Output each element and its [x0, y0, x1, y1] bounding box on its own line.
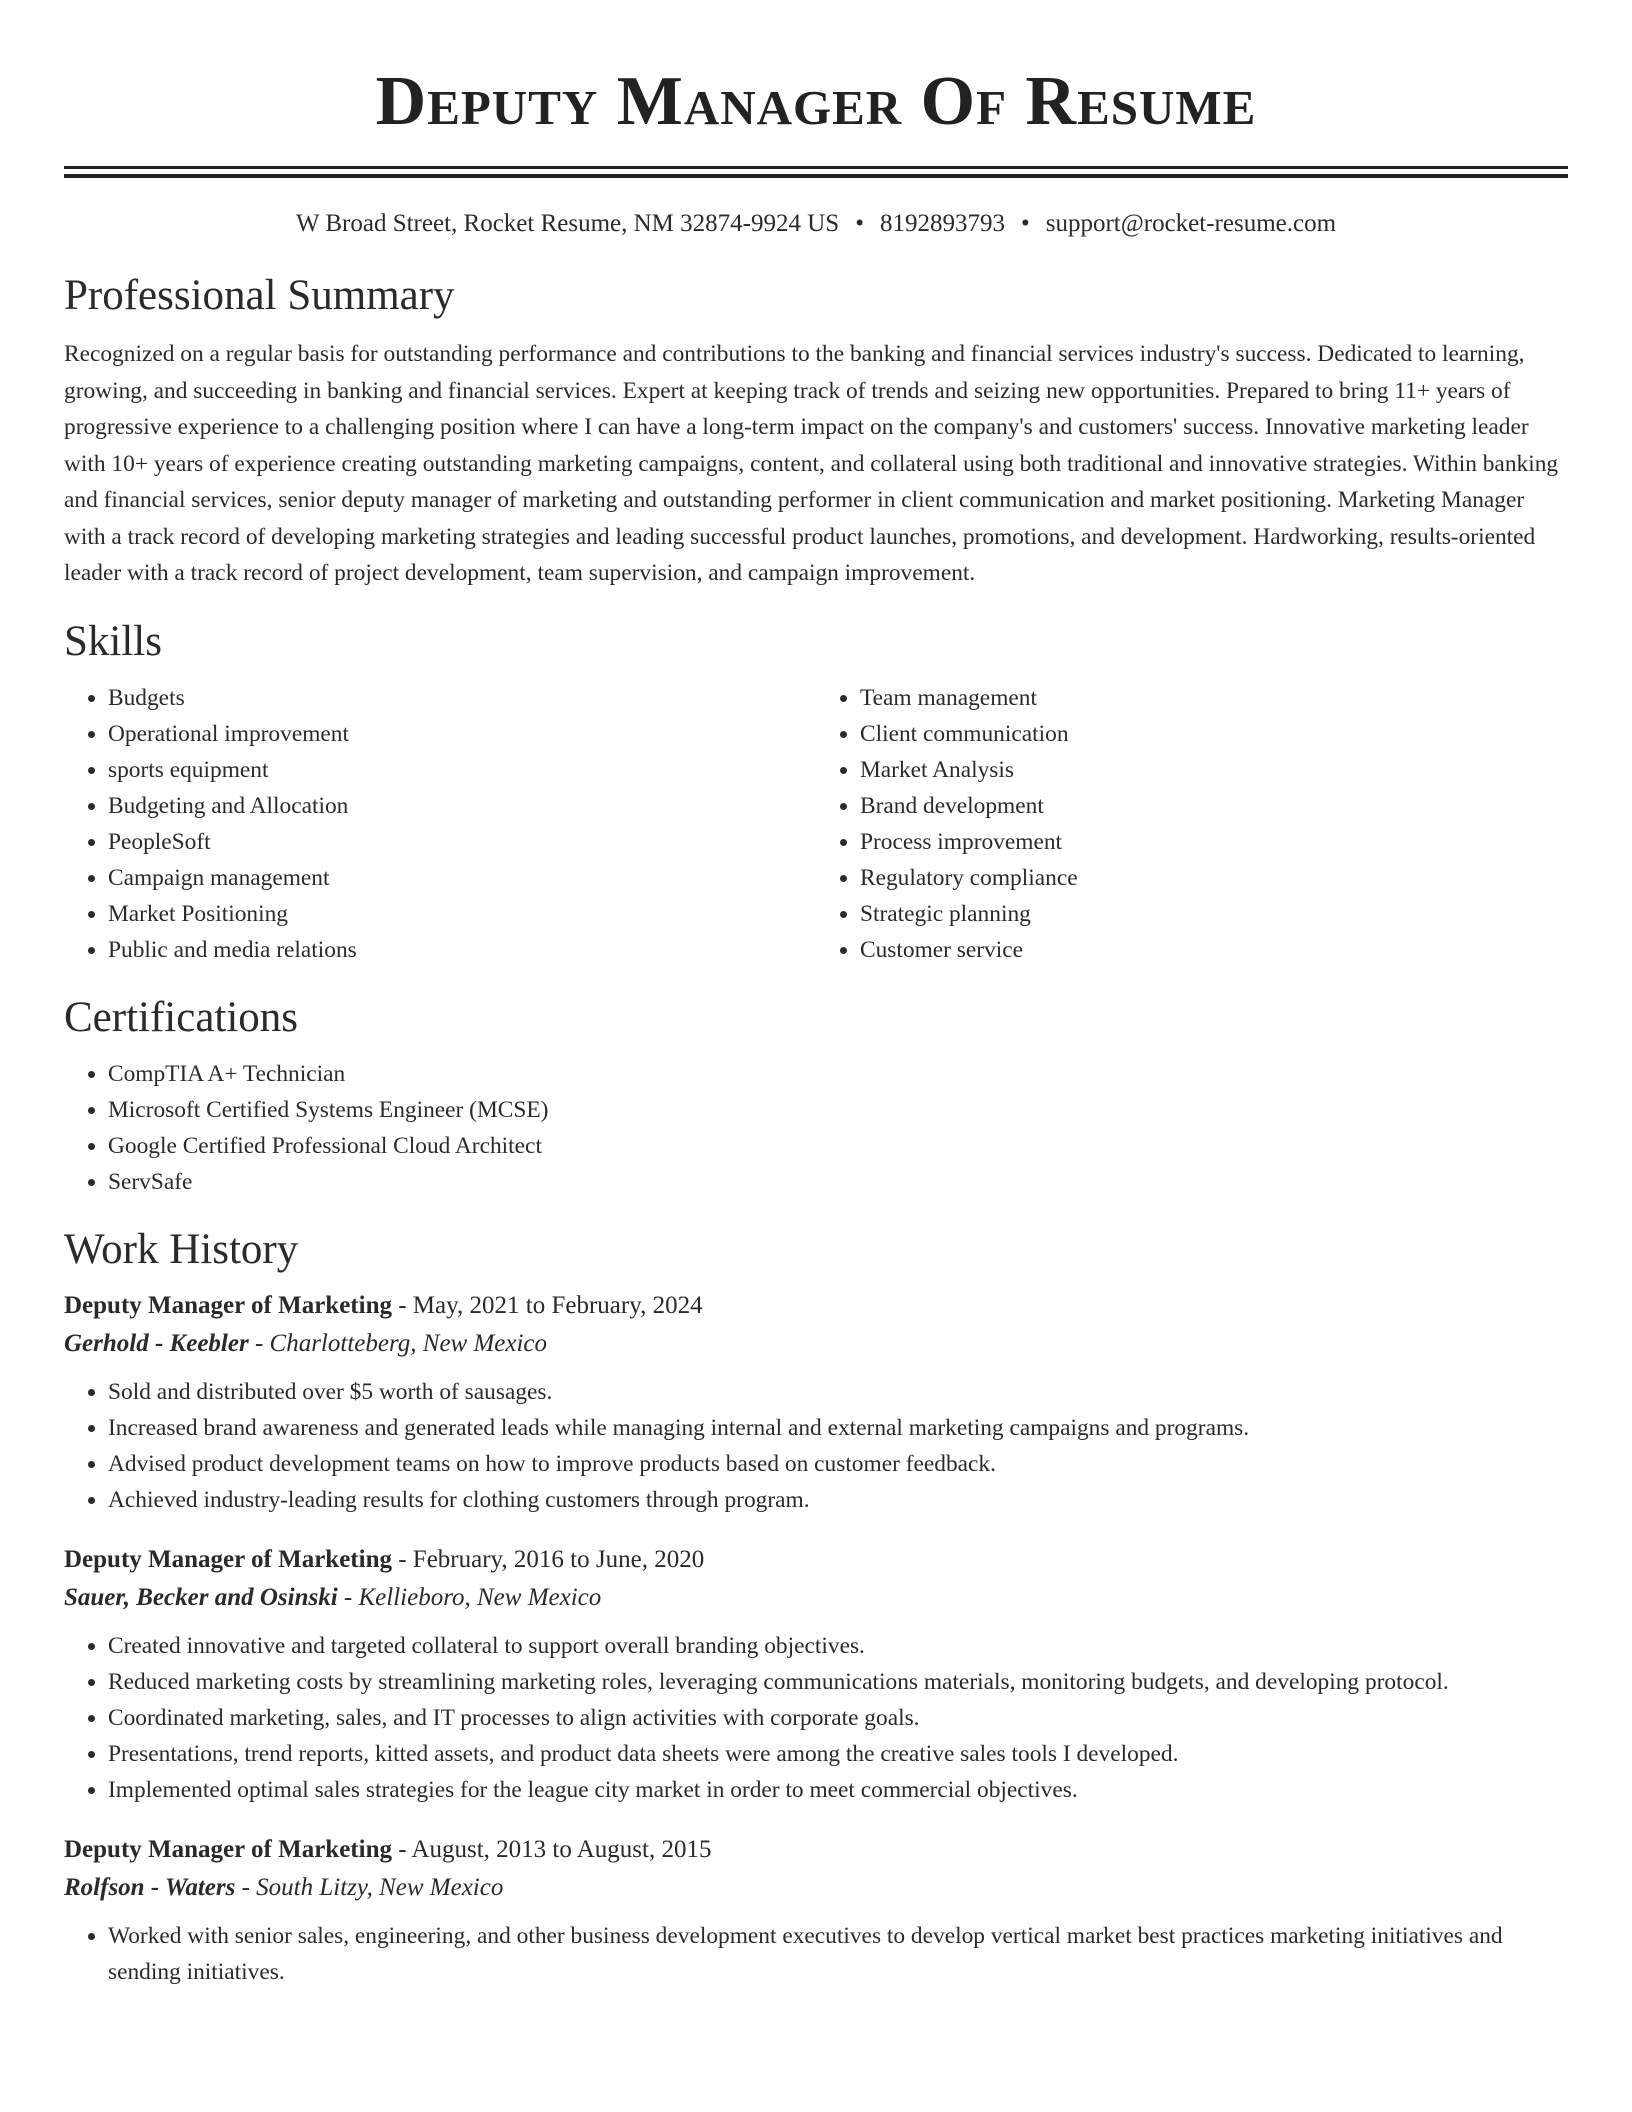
contact-line	[64, 208, 1568, 240]
job-location: - South Litzy, New Mexico	[235, 1873, 504, 1901]
skills-heading: Skills	[64, 617, 162, 665]
page-title: Deputy Manager Of Resume	[375, 63, 1257, 140]
list-item: • Process improvement	[860, 824, 1568, 860]
contact-email: support@rocket-resume.com	[1045, 210, 1337, 237]
job-company: Rolfson - Waters	[64, 1873, 236, 1901]
job-entry	[64, 1832, 1568, 1990]
job-heading	[64, 1288, 1568, 1324]
job-company-line	[64, 1324, 1568, 1364]
list-item: • sports equipment	[108, 752, 816, 788]
summary-heading: Professional Summary	[64, 272, 455, 319]
list-item: • ServSafe	[108, 1164, 1568, 1200]
list-item: • Campaign management	[108, 860, 816, 896]
job-entry	[64, 1542, 1568, 1808]
list-item: • Sold and distributed over $5 worth of sausages.	[108, 1374, 1568, 1410]
job-heading	[64, 1832, 1568, 1868]
job-bullets	[64, 1374, 1568, 1518]
job-title: Deputy Manager of Marketing	[64, 1291, 392, 1319]
work-history-section	[64, 1224, 1568, 1990]
job-location: - Charlotteberg, New Mexico	[248, 1329, 548, 1357]
certifications-section	[64, 992, 1568, 1200]
list-item: • Brand development	[860, 788, 1568, 824]
certifications-heading: Certifications	[64, 993, 299, 1041]
job-company: Gerhold - Keebler	[64, 1329, 249, 1357]
list-item: • Strategic planning	[860, 896, 1568, 932]
contact-separator: •	[855, 210, 864, 237]
list-item: • Coordinated marketing, sales, and IT processes to align activities with corporate goals.	[108, 1700, 1568, 1736]
job-company-line	[64, 1868, 1568, 1908]
list-item: • Achieved industry-leading results for clothing customers through program.	[108, 1482, 1568, 1518]
summary-text: Recognized on a regular basis for outstanding performance and contributions to the banking and financial services industry's success. Dedicated to learning, growing, and succeeding in banking and financial services. Expert at keeping track of trends and seizing new opportunities. Prepared to bring 11+ years of progressive experience to a challenging position where I can have a long-term impact on the company's and customers' success. Innovative marketing leader with 10+ years of experience creating outstanding marketing campaigns, content, and collateral using both traditional and innovative strategies. Within banking and financial services, senior deputy manager of marketing and outstanding performer in client communication and market positioning. Marketing Manager with a track record of developing marketing strategies and leading successful product launches, promotions, and development. Hardworking, results-oriented leader with a track record of project development, team supervision, and campaign improvement.	[64, 341, 1559, 586]
job-company: Sauer, Becker and Osinski	[64, 1583, 338, 1611]
list-item: • Implemented optimal sales strategies for the league city market in order to meet commercial objectives.	[108, 1772, 1568, 1808]
list-item: • Increased brand awareness and generated leads while managing internal and external marketing campaigns and programs.	[108, 1410, 1568, 1446]
list-item: • Budgets	[108, 680, 816, 716]
list-item: • Advised product development teams on how to improve products based on customer feedback.	[108, 1446, 1568, 1482]
list-item: • PeopleSoft	[108, 824, 816, 860]
job-bullets	[64, 1918, 1568, 1990]
job-dates: - May, 2021 to February, 2024	[391, 1291, 703, 1319]
list-item: • Microsoft Certified Systems Engineer (MCSE)	[108, 1092, 1568, 1128]
list-item: • Worked with senior sales, engineering, and other business development executives to develop vertical market best practices marketing initiatives and sending initiatives.	[108, 1918, 1568, 1990]
list-item: • Team management	[860, 680, 1568, 716]
job-list	[64, 1288, 1568, 1990]
job-bullets	[64, 1628, 1568, 1808]
title-divider	[64, 166, 1568, 178]
work-history-heading: Work History	[64, 1225, 299, 1273]
list-item: • Market Positioning	[108, 896, 816, 932]
contact-separator: •	[1020, 210, 1030, 237]
list-item: • Created innovative and targeted collateral to support overall branding objectives.	[108, 1628, 1568, 1664]
job-title: Deputy Manager of Marketing	[64, 1545, 392, 1573]
job-company-line	[64, 1578, 1568, 1618]
list-item: • Market Analysis	[860, 752, 1568, 788]
list-item: • Public and media relations	[108, 932, 816, 968]
skills-list-right	[816, 680, 1568, 968]
job-dates: - February, 2016 to June, 2020	[391, 1545, 705, 1573]
list-item: • Budgeting and Allocation	[108, 788, 816, 824]
contact-address: W Broad Street, Rocket Resume, NM 32874-9924 US	[295, 210, 840, 237]
skills-columns	[64, 680, 1568, 968]
job-heading	[64, 1542, 1568, 1578]
skills-section	[64, 616, 1568, 968]
contact-phone: 8192893793	[879, 210, 1005, 237]
job-title: Deputy Manager of Marketing	[64, 1835, 392, 1863]
job-location: - Kellieboro, New Mexico	[337, 1583, 602, 1611]
job-dates: - August, 2013 to August, 2015	[391, 1835, 712, 1863]
list-item: • Google Certified Professional Cloud Architect	[108, 1128, 1568, 1164]
list-item: • Regulatory compliance	[860, 860, 1568, 896]
list-item: • Customer service	[860, 932, 1568, 968]
summary-section	[64, 270, 1568, 592]
list-item: • Reduced marketing costs by streamlining marketing roles, leveraging communications materials, monitoring budgets, and developing protocol.	[108, 1664, 1568, 1700]
list-item: • Operational improvement	[108, 716, 816, 752]
certifications-list	[64, 1056, 1568, 1200]
list-item: • Client communication	[860, 716, 1568, 752]
job-entry	[64, 1288, 1568, 1518]
list-item: • Presentations, trend reports, kitted assets, and product data sheets were among the creative sales tools I developed.	[108, 1736, 1568, 1772]
list-item: • CompTIA A+ Technician	[108, 1056, 1568, 1092]
skills-list-left	[64, 680, 816, 968]
